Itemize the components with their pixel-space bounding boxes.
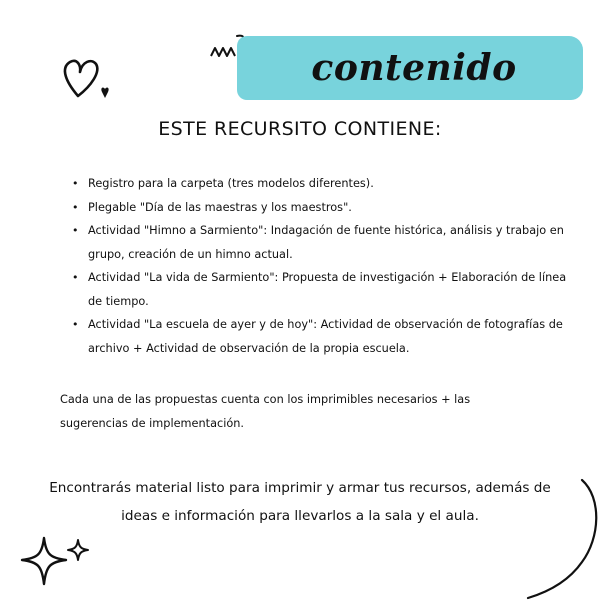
section-heading: ESTE RECURSITO CONTIENE: <box>158 118 442 140</box>
heart-icon <box>58 52 120 112</box>
closing-line-1: Encontrarás material listo para imprimir y armar tus recursos, además de <box>49 480 551 496</box>
swirl-curve-icon <box>520 478 600 600</box>
bullet-icon: • <box>72 177 79 190</box>
list-item: • Actividad "Himno a Sarmiento": Indagación de fuente histórica, análisis y trabajo en grupo, creación de un himno actual. <box>62 219 582 266</box>
list-item: • Plegable "Día de las maestras y los maestros". <box>62 196 582 220</box>
closing-line-2: ideas e información para llevarlos a la sala y el aula. <box>121 508 479 524</box>
list-item: • Actividad "La escuela de ayer y de hoy": Actividad de observación de fotografías de archivo + Actividad de observación de la propia escuela. <box>62 313 582 360</box>
contents-list <box>62 172 582 360</box>
list-item: • Registro para la carpeta (tres modelos diferentes). <box>62 172 582 196</box>
description-paragraph: Cada una de las propuestas cuenta con los imprimibles necesarios + las sugerencias de implementación. <box>60 393 471 430</box>
banner-title: contenido <box>311 47 517 89</box>
bullet-icon: • <box>72 224 79 237</box>
bullet-icon: • <box>72 318 79 331</box>
list-item: • Actividad "La vida de Sarmiento": Propuesta de investigación + Elaboración de línea de tiempo. <box>62 266 582 313</box>
closing-text <box>0 474 600 530</box>
bullet-icon: • <box>72 271 79 284</box>
sparkle-stars-icon <box>14 532 100 592</box>
bullet-icon: • <box>72 200 79 214</box>
